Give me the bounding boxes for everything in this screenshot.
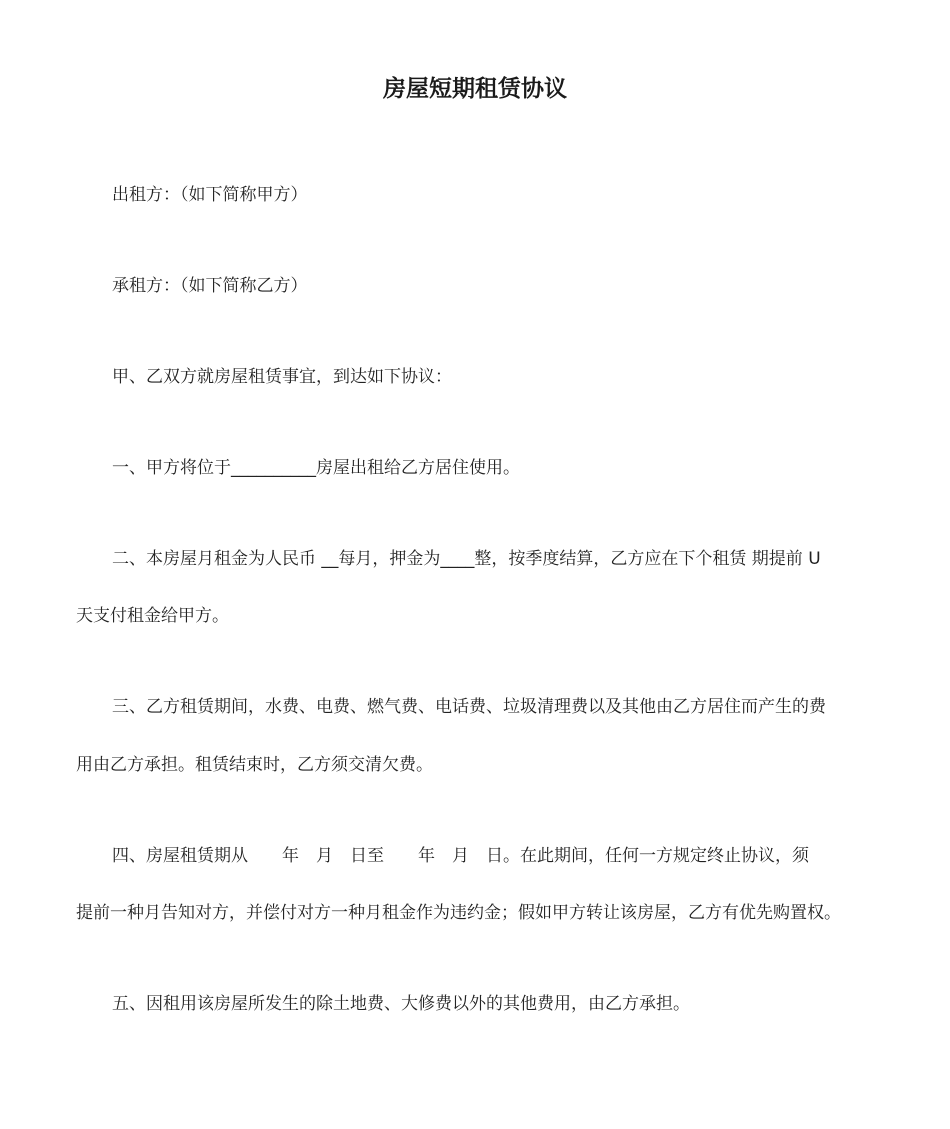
clause-5: 五、因租用该房屋所发生的除土地费、大修费以外的其他费用，由乙方承担。: [112, 994, 690, 1014]
clause-4-line-2: 提前一种月告知对方，并偿付对方一种月租金作为违约金；假如甲方转让该房屋，乙方有优先购置权。: [76, 903, 841, 923]
clause-1: 一、甲方将位于__________房屋出租给乙方居住使用。: [112, 458, 520, 478]
clause-3-line-2: 用由乙方承担。租赁结束时，乙方须交清欠费。: [76, 755, 433, 775]
document-title: 房屋短期租赁协议: [383, 76, 567, 102]
clause-4-line-1: 四、房屋租赁期从 年 月 日至 年 月 日。在此期间，任何一方规定终止协议，须: [112, 846, 809, 866]
lessor-line: 出租方：（如下简称甲方）: [112, 185, 308, 205]
clause-3-line-1: 三、乙方租赁期间，水费、电费、燃气费、电话费、垃圾清理费以及其他由乙方居住而产生的费: [112, 697, 826, 717]
clause-2-line-1: 二、本房屋月租金为人民币 __每月，押金为____整，按季度结算，乙方应在下个租赁 期提前 U: [112, 549, 821, 569]
lessee-line: 承租方：（如下简称乙方）: [112, 276, 308, 296]
intro-line: 甲、乙双方就房屋租赁事宜，到达如下协议：: [112, 367, 452, 387]
clause-2-line-2: 天支付租金给甲方。: [76, 606, 229, 626]
